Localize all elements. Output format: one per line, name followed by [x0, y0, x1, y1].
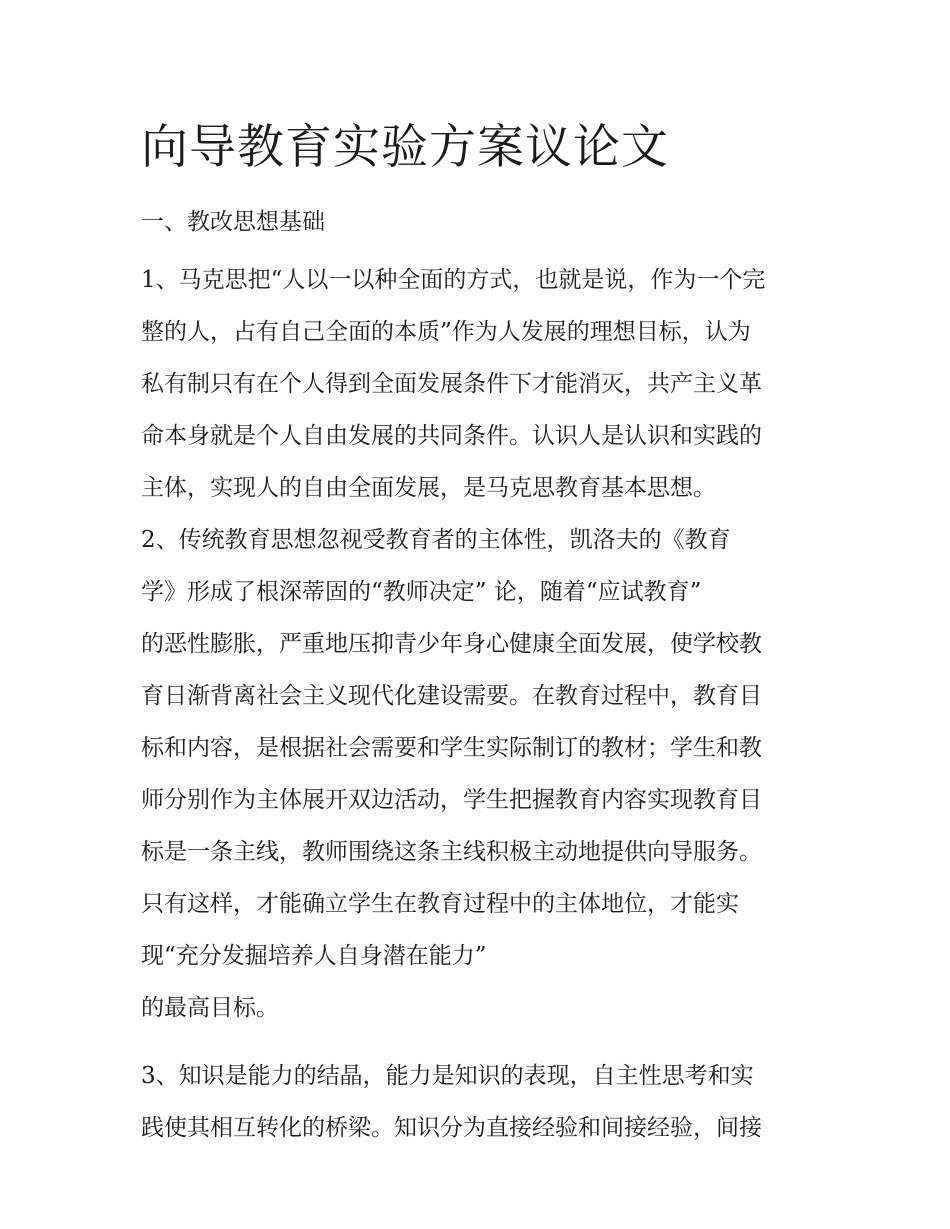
text-line: 标和内容，是根据社会需要和学生实际制订的教材；学生和教: [141, 735, 762, 761]
text-line: 主体，实现人的自由全面发展，是马克思教育基本思想。: [141, 475, 716, 501]
text-line: 的恶性膨胀，严重地压抑青少年身心健康全面发展，使学校教: [141, 631, 762, 657]
text-line: 命本身就是个人自由发展的共同条件。认识人是认识和实践的: [141, 423, 762, 449]
text-line: 私有制只有在个人得到全面发展条件下才能消灭，共产主义革: [141, 371, 762, 397]
text-line: 现“充分发掘培养人自身潜在能力”: [141, 943, 487, 969]
document-title: 向导教育实验方案议论文: [141, 120, 669, 175]
text-line: 1、马克思把“人以一以种全面的方式，也就是说，作为一个完: [141, 267, 766, 293]
text-line: 育日渐背离社会主义现代化建设需要。在教育过程中，教育目: [141, 683, 762, 709]
text-line: 践使其相互转化的桥梁。知识分为直接经验和间接经验，间接: [141, 1115, 762, 1141]
paragraph-3: [141, 1050, 831, 1154]
text-line: 2、传统教育思想忽视受教育者的主体性，凯洛夫的《教育: [141, 527, 731, 553]
paragraph-1: [141, 254, 831, 514]
text-line: 只有这样，才能确立学生在教育过程中的主体地位，才能实: [141, 891, 739, 917]
document-body: [141, 112, 831, 1154]
section-heading: 一、教改思想基础: [141, 209, 325, 235]
text-line: 师分别作为主体展开双边活动，学生把握教育内容实现教育目: [141, 787, 762, 813]
text-line: 学》形成了根深蒂固的“教师决定” 论，随着“应试教育”: [141, 579, 702, 605]
text-line: 标是一条主线，教师围绕这条主线积极主动地提供向导服务。: [141, 839, 762, 865]
paragraph-2: [141, 514, 831, 1034]
text-line: 的最高目标。: [141, 995, 279, 1021]
text-line: 3、知识是能力的结晶，能力是知识的表现，自主性思考和实: [141, 1063, 754, 1089]
text-line: 整的人，占有自己全面的本质”作为人发展的理想目标，认为: [141, 319, 751, 345]
